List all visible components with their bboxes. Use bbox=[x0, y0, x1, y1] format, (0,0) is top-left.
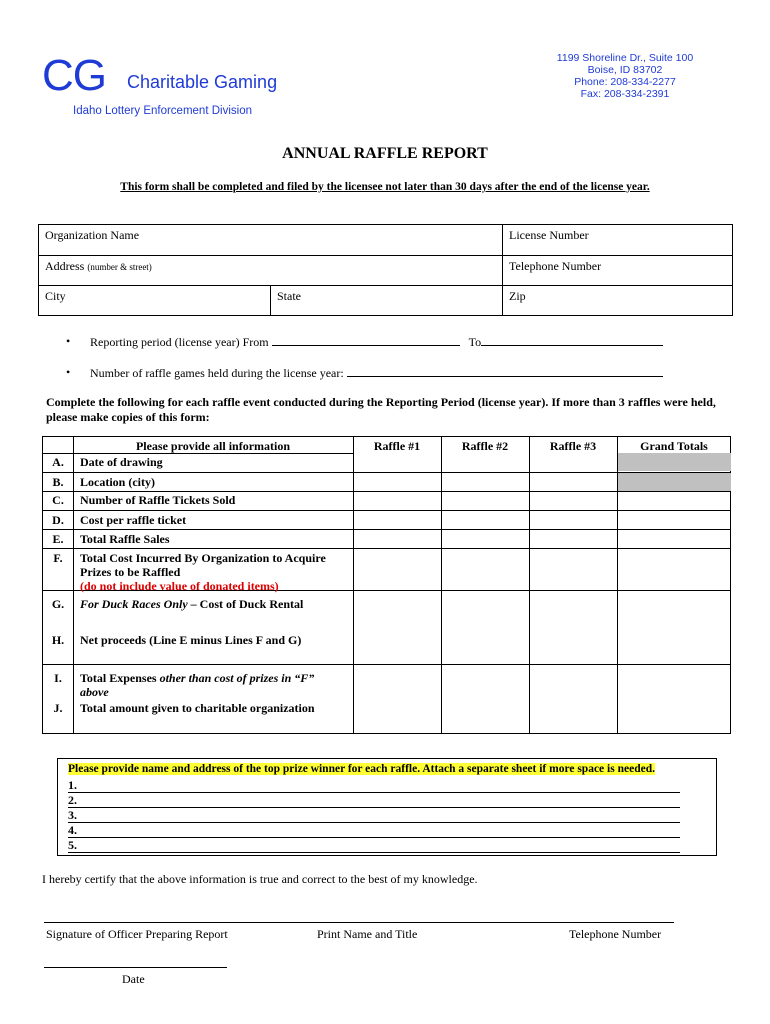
duck-races-only: For Duck Races Only bbox=[80, 597, 188, 611]
city-label: City bbox=[45, 289, 66, 303]
row-net-proceeds: Net proceeds (Line E minus Lines F and G) bbox=[80, 633, 302, 647]
office-address bbox=[540, 52, 710, 100]
address-line: Boise, ID 83702 bbox=[587, 64, 663, 76]
address-note: (number & street) bbox=[87, 262, 152, 272]
officer-signature-label: Signature of Officer Preparing Report bbox=[46, 927, 228, 941]
row-prize-cost bbox=[80, 551, 326, 593]
signature-line[interactable] bbox=[44, 922, 674, 923]
city-field[interactable] bbox=[39, 286, 270, 315]
games-count-label: Number of raffle games held during the license year: bbox=[90, 366, 344, 380]
certification-statement: I hereby certify that the above information is true and correct to the best of my knowledge. bbox=[42, 872, 478, 886]
print-name-label: Print Name and Title bbox=[317, 927, 418, 941]
logo-name: Charitable Gaming bbox=[127, 72, 278, 92]
row-letter: F. bbox=[53, 551, 63, 565]
reporting-period-item bbox=[66, 334, 70, 349]
prize-cost-line-1: Total Cost Incurred By Organization to Acquire bbox=[80, 551, 326, 565]
info-header: Please provide all information bbox=[135, 439, 291, 453]
state-label: State bbox=[277, 289, 301, 303]
row-cost-per-ticket: Cost per raffle ticket bbox=[80, 513, 187, 527]
row-date-of-drawing: Date of drawing bbox=[80, 455, 163, 469]
organization-name-label: Organization Name bbox=[45, 228, 140, 242]
bullet-icon: • bbox=[66, 334, 71, 348]
address-field[interactable] bbox=[39, 256, 502, 285]
row-total-expenses bbox=[80, 671, 314, 699]
grand-total-shaded-b bbox=[617, 473, 731, 491]
logo-letters: CG bbox=[42, 51, 106, 100]
organization-info-table bbox=[38, 224, 733, 316]
license-number-label: License Number bbox=[509, 228, 589, 242]
row-letter: B. bbox=[52, 475, 64, 489]
winner-line-1[interactable]: 1. bbox=[68, 778, 680, 793]
expenses-italic-2: above bbox=[80, 685, 109, 699]
zip-label: Zip bbox=[509, 289, 526, 303]
period-from-input[interactable] bbox=[272, 334, 460, 346]
period-to-label: To bbox=[468, 335, 482, 349]
telephone-signature-label: Telephone Number bbox=[569, 927, 662, 941]
reporting-period-label: Reporting period (license year) From bbox=[90, 335, 269, 349]
grand-totals-header: Grand Totals bbox=[640, 439, 708, 453]
filing-instruction: This form shall be completed and filed by the licensee not later than 30 days after the end of the license year. bbox=[120, 181, 650, 193]
row-location: Location (city) bbox=[80, 475, 155, 489]
bullet-icon: • bbox=[66, 365, 71, 379]
games-count bbox=[90, 365, 663, 381]
zip-field[interactable] bbox=[502, 286, 732, 315]
winner-line-2[interactable]: 2. bbox=[68, 793, 680, 808]
expenses-label: Total Expenses bbox=[80, 671, 160, 685]
division-name: Idaho Lottery Enforcement Division bbox=[73, 105, 252, 117]
row-letter: A. bbox=[52, 455, 64, 469]
telephone-field[interactable] bbox=[502, 256, 732, 285]
games-count-input[interactable] bbox=[347, 365, 663, 377]
row-letter: E. bbox=[52, 532, 64, 546]
state-field[interactable] bbox=[270, 286, 502, 315]
row-letter: H. bbox=[51, 633, 65, 647]
row-letter: G. bbox=[51, 597, 65, 611]
reporting-period bbox=[90, 334, 663, 350]
row-total-sales: Total Raffle Sales bbox=[80, 532, 170, 546]
expenses-italic: other than cost of prizes in “F” bbox=[159, 671, 315, 685]
row-duck-rental bbox=[80, 597, 303, 611]
duck-rental-label: – Cost of Duck Rental bbox=[187, 597, 304, 611]
row-letter: I. bbox=[54, 671, 62, 685]
row-letter: C. bbox=[52, 493, 64, 507]
row-letter: D. bbox=[52, 513, 64, 527]
winner-line-5[interactable]: 5. bbox=[68, 838, 680, 853]
prize-winners-box bbox=[57, 758, 717, 856]
row-charitable-amount: Total amount given to charitable organization bbox=[80, 701, 315, 715]
prize-cost-note: (do not include value of donated items) bbox=[80, 579, 279, 593]
date-line[interactable] bbox=[44, 967, 227, 968]
row-letter: J. bbox=[53, 701, 63, 715]
license-number-field[interactable] bbox=[502, 225, 732, 255]
period-to-input[interactable] bbox=[481, 334, 663, 346]
winner-line-4[interactable]: 4. bbox=[68, 823, 680, 838]
winner-line-3[interactable]: 3. bbox=[68, 808, 680, 823]
address-line: 1199 Shoreline Dr., Suite 100 bbox=[556, 52, 694, 64]
raffle-table bbox=[42, 436, 731, 734]
raffle-1-header: Raffle #1 bbox=[373, 439, 421, 453]
telephone-label: Telephone Number bbox=[509, 259, 602, 273]
address-line: Fax: 208-334-2391 bbox=[580, 88, 670, 100]
games-count-item bbox=[66, 365, 70, 380]
address-label: Address bbox=[45, 259, 85, 273]
organization-name-field[interactable] bbox=[39, 225, 502, 255]
date-label: Date bbox=[122, 972, 145, 986]
prize-cost-line-2: Prizes to be Raffled bbox=[80, 565, 181, 579]
raffle-2-header: Raffle #2 bbox=[461, 439, 509, 453]
row-tickets-sold: Number of Raffle Tickets Sold bbox=[80, 493, 236, 507]
raffle-3-header: Raffle #3 bbox=[549, 439, 597, 453]
form-title: ANNUAL RAFFLE REPORT bbox=[282, 145, 488, 162]
address-line: Phone: 208-334-2277 bbox=[574, 76, 676, 88]
winners-instruction: Please provide name and address of the top prize winner for each raffle. Attach a separate sheet if more space is needed. bbox=[68, 763, 655, 775]
raffle-instructions: Complete the following for each raffle event conducted during the Reporting Period (license year). If more than 3 raffles were held, please make copies of this form: bbox=[46, 395, 716, 424]
grand-total-shaded-a bbox=[617, 453, 731, 471]
